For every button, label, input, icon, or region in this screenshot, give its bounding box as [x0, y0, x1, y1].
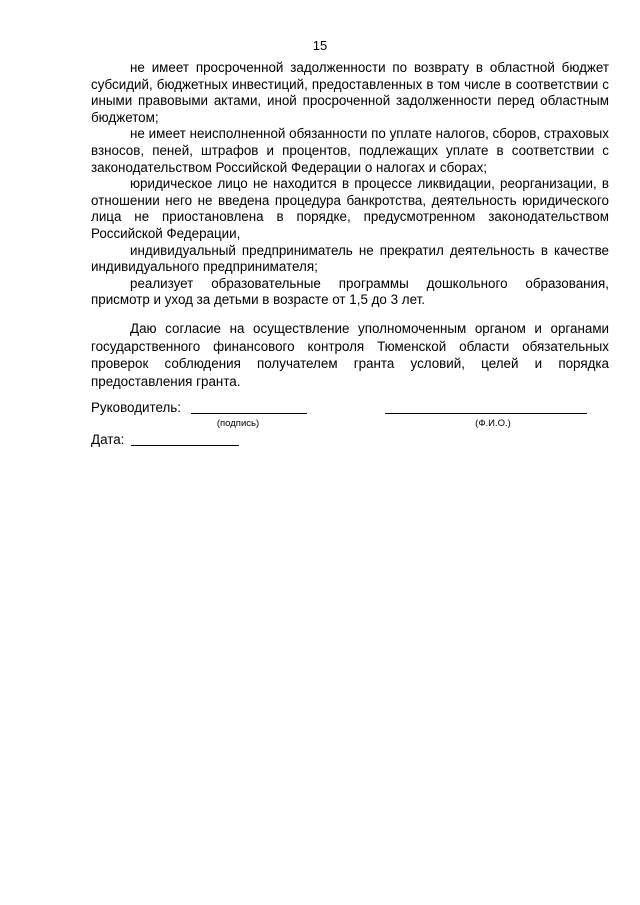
- requirement-paragraph: реализует образовательные программы дошкольного образования, присмотр и уход за детьми в возрасте от 1,5 до 3 лет.: [91, 275, 609, 308]
- head-signature-label: Руководитель:: [91, 400, 181, 415]
- full-name-caption: (Ф.И.О.): [475, 418, 511, 429]
- page-number: 15: [312, 38, 328, 53]
- date-label: Дата:: [91, 432, 125, 447]
- requirement-paragraph: не имеет неисполненной обязанности по уплате налогов, сборов, страховых взносов, пеней, штрафов и процентов, подлежащих уплате в соответствии с законодательством Российской Федерации о налогах и сборах;: [91, 126, 609, 175]
- requirement-paragraph: не имеет просроченной задолженности по возврату в областной бюджет субсидий, бюджетных инвестиций, предоставленных в том числе в соответствии с иными правовыми актами, иной просроченной задолженности перед областным бюджетом;: [91, 60, 609, 125]
- signature-line: [191, 413, 307, 414]
- full-name-line: [385, 413, 587, 414]
- consent-paragraph: Даю согласие на осуществление уполномоченным органом и органами государственного финансового контроля Тюменской области обязательных проверок соблюдения получателем гранта условий, целей и порядка предоставления гранта.: [91, 321, 609, 389]
- requirement-paragraph: индивидуальный предприниматель не прекратил деятельность в качестве индивидуального предпринимателя;: [91, 242, 609, 275]
- signature-caption: (подпись): [216, 418, 260, 429]
- requirements-list: [91, 60, 609, 309]
- date-line: [131, 445, 239, 446]
- requirement-paragraph: юридическое лицо не находится в процессе ликвидации, реорганизации, в отношении него не введена процедура банкротства, деятельность юридического лица не приостановлена в порядке, предусмотренном законодательством Российской Федерации,: [91, 176, 609, 241]
